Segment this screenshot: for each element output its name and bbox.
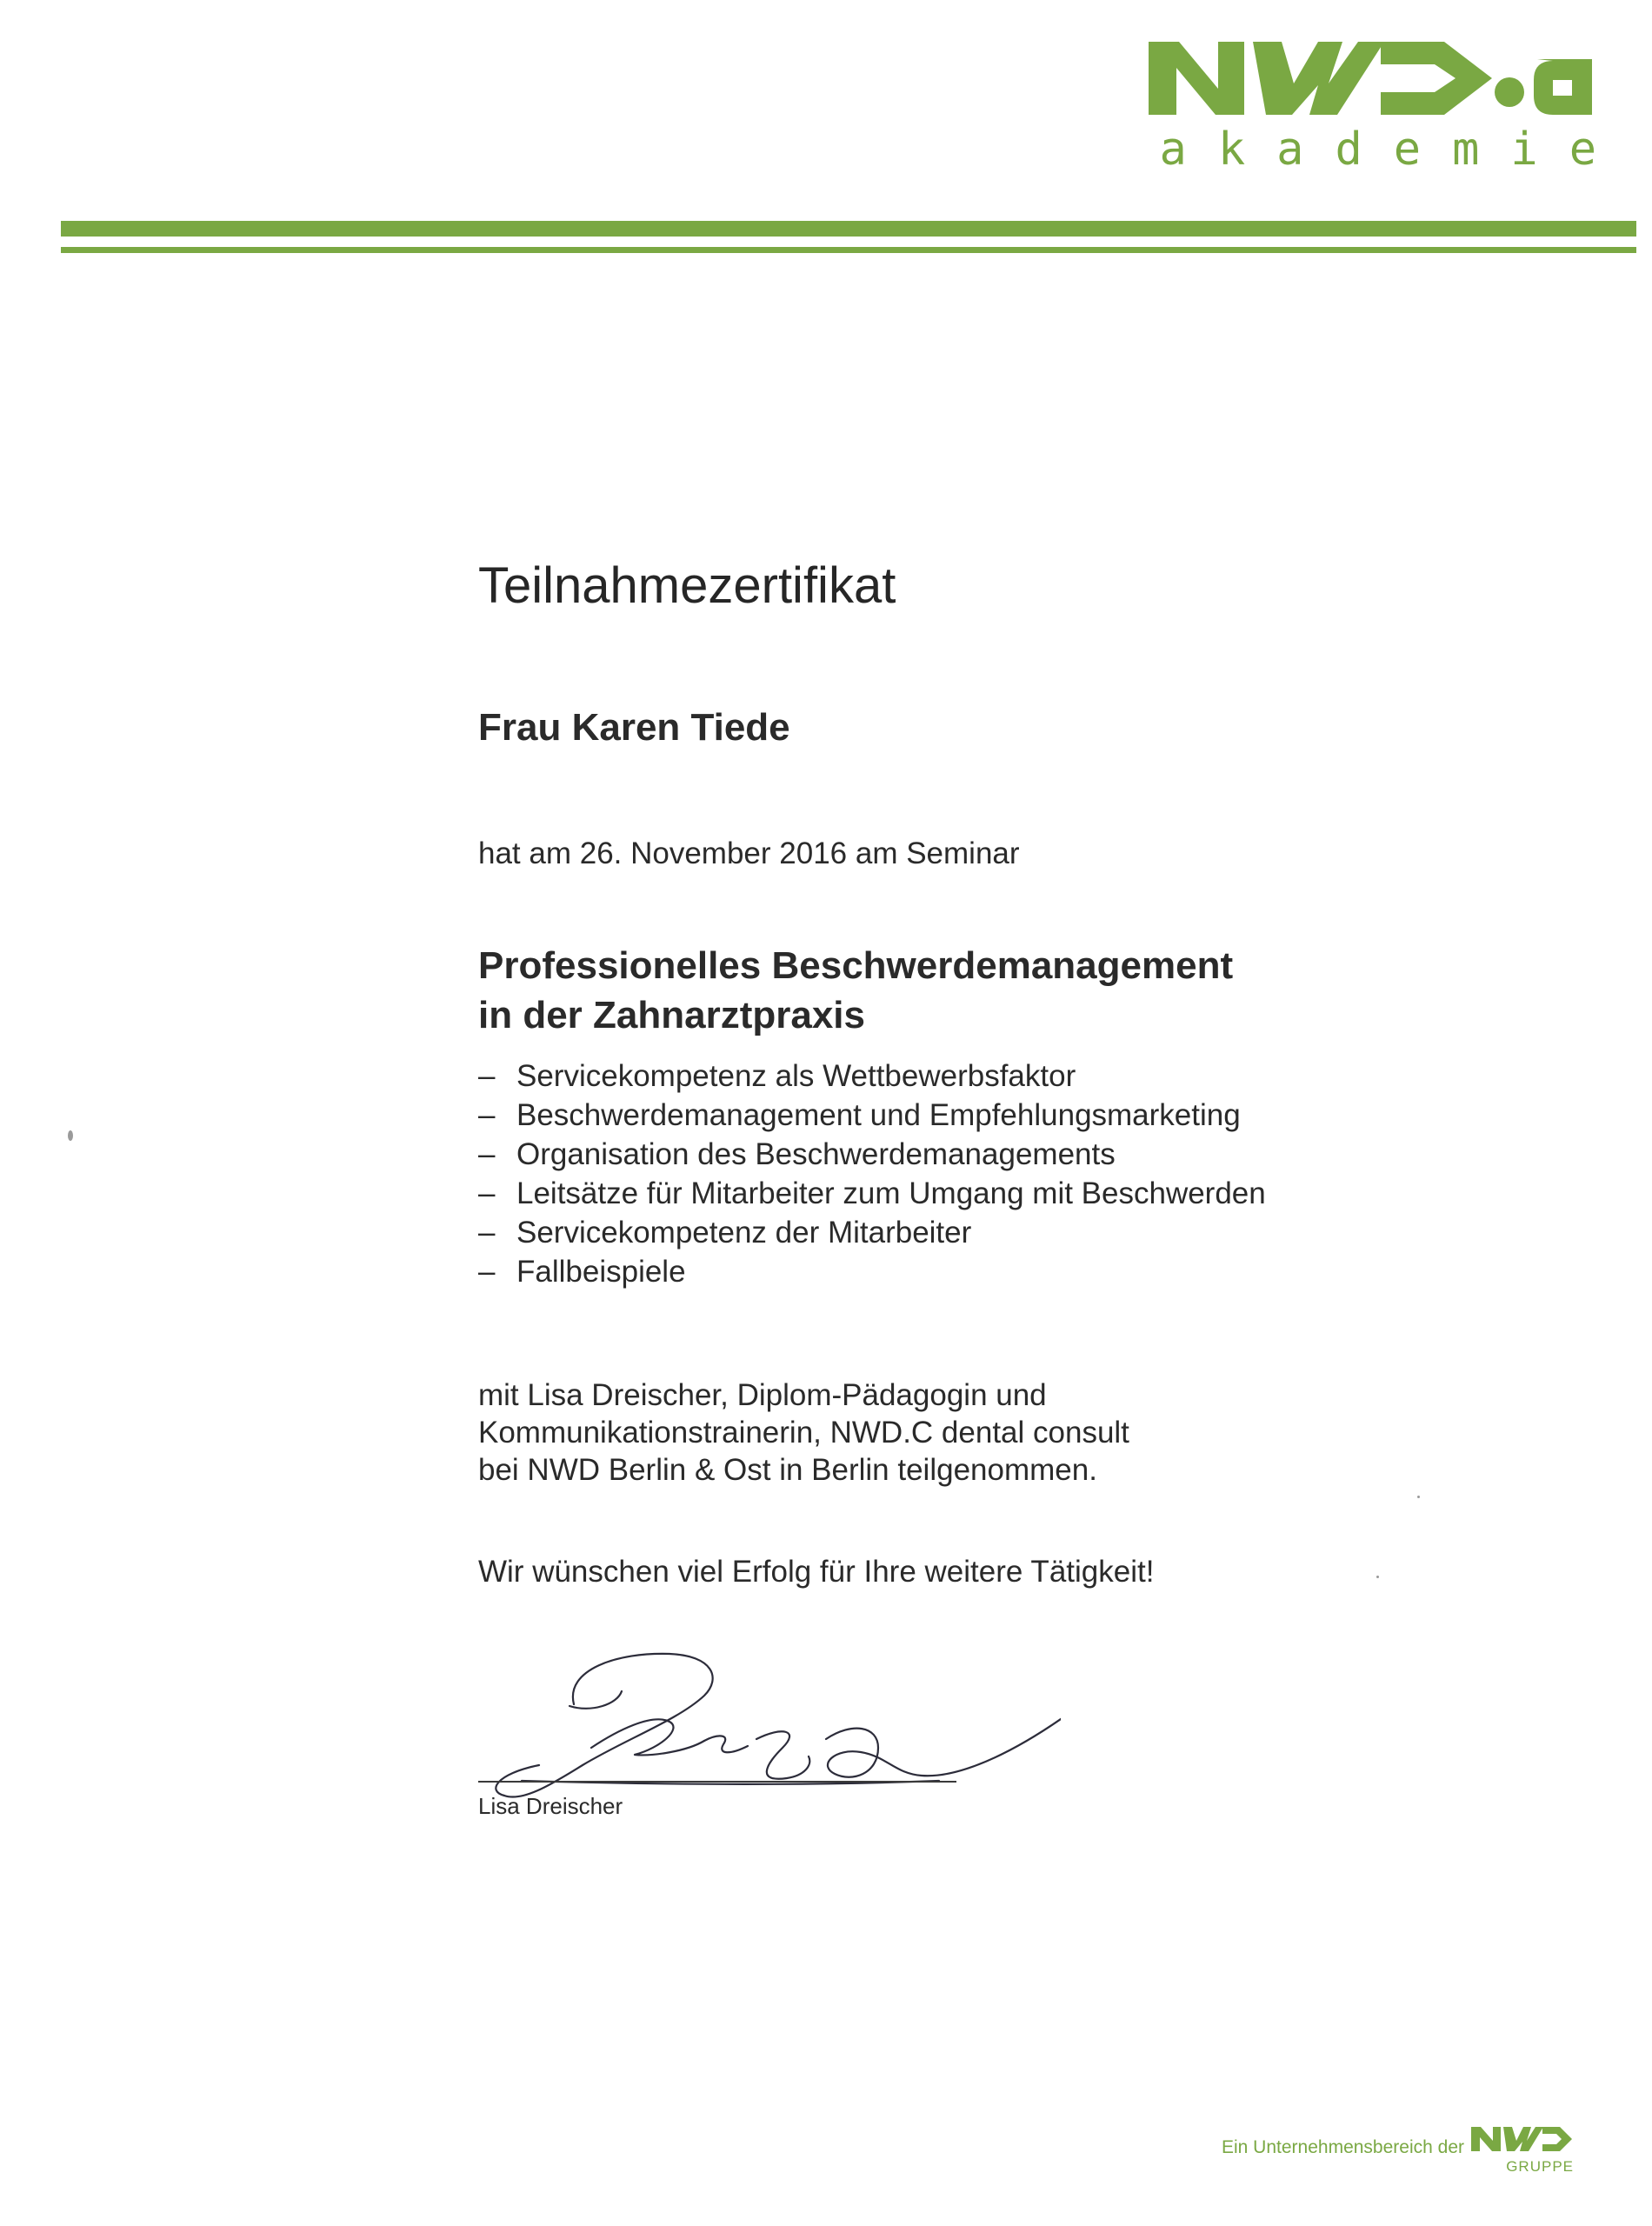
topic-item: – Fallbeispiele — [478, 1252, 1266, 1291]
seminar-intro: hat am 26. November 2016 am Seminar — [478, 836, 1020, 870]
trainer-line: mit Lisa Dreischer, Diplom-Pädagogin und — [478, 1378, 1047, 1412]
scan-speck — [68, 1130, 73, 1141]
topic-list — [478, 1056, 1266, 1291]
seminar-title — [478, 941, 1233, 1040]
nwd-logo-mark — [1144, 35, 1596, 122]
topic-item: – Beschwerdemanagement und Empfehlungsmarketing — [478, 1096, 1266, 1135]
nwd-gruppe-logo — [1469, 2123, 1574, 2176]
topic-item: – Leitsätze für Mitarbeiter zum Umgang mit Beschwerden — [478, 1174, 1266, 1213]
handwritten-signature — [470, 1643, 1061, 1809]
topic-item: – Servicekompetenz als Wettbewerbsfaktor — [478, 1056, 1266, 1096]
scan-speck — [1417, 1496, 1420, 1498]
footer — [1222, 2123, 1574, 2176]
seminar-title-line: Professionelles Beschwerdemanagement — [478, 944, 1234, 987]
topic-item: – Organisation des Beschwerdemanagements — [478, 1135, 1266, 1174]
trainer-line: Kommunikationstrainerin, NWD.C dental consult — [478, 1416, 1129, 1450]
header-rule-thick — [61, 221, 1636, 237]
trainer-info — [478, 1376, 1129, 1489]
logo-subtitle: akademie — [1159, 123, 1628, 176]
footer-group-label: GRUPPE — [1506, 2158, 1574, 2175]
trainer-line: bei NWD Berlin & Ost in Berlin teilgenommen. — [478, 1453, 1097, 1487]
topic-item: – Servicekompetenz der Mitarbeiter — [478, 1213, 1266, 1252]
recipient-name: Frau Karen Tiede — [478, 706, 790, 749]
signatory-name: Lisa Dreischer — [478, 1793, 623, 1819]
signature-line — [478, 1781, 956, 1783]
certificate-title: Teilnahmezertifikat — [478, 557, 896, 614]
header-rule-thin — [61, 247, 1636, 253]
closing-wish: Wir wünschen viel Erfolg für Ihre weitere Tätigkeit! — [478, 1555, 1155, 1589]
nwd-akademie-logo — [1144, 35, 1628, 176]
scan-speck — [1376, 1576, 1379, 1578]
footer-text: Ein Unternehmensbereich der — [1222, 2137, 1464, 2157]
nwd-footer-logo-mark — [1469, 2123, 1574, 2155]
seminar-title-line: in der Zahnarztpraxis — [478, 994, 866, 1036]
